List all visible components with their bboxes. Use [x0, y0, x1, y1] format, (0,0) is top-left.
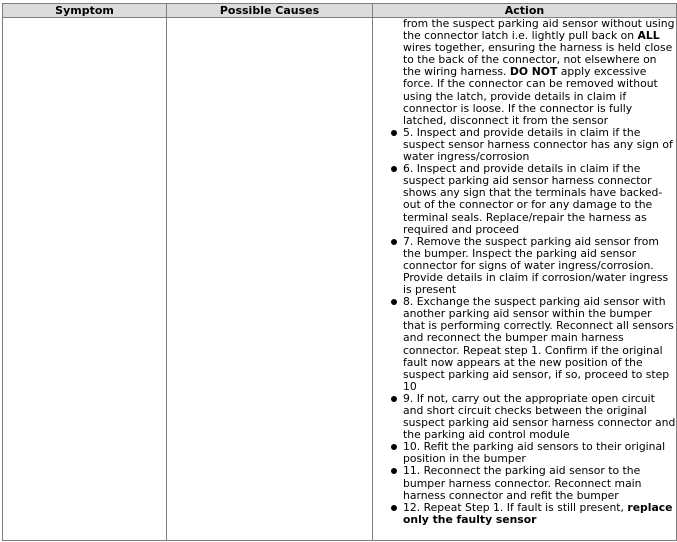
step-text: 7. Remove the suspect parking aid sensor from the bumper. Inspect the parking aid sensor connector for signs of water ingress/corrosion. Provide details in claim if corrosion/water ingress is present: [403, 234, 669, 297]
continuation-segment: from the suspect parking aid sensor without using the connector latch i.e. lightly pull back on: [403, 17, 675, 43]
continuation-segment: wires together, ensuring the harness is held close to the back of the connector, not elsewhere on the wiring harness.: [403, 41, 673, 79]
header-possible-causes: Possible Causes: [167, 4, 373, 18]
action-steps-list: [373, 127, 676, 526]
step-text: 11. Reconnect the parking aid sensor to the bumper harness connector. Reconnect main harness connector and refit the bumper: [403, 464, 642, 502]
list-item: [373, 441, 676, 465]
list-item: [373, 236, 676, 296]
header-row: [3, 4, 677, 18]
step-text-bold: replace only the faulty sensor: [403, 500, 673, 526]
list-item: [373, 296, 676, 393]
header-symptom: Symptom: [3, 4, 167, 18]
list-item: [373, 127, 676, 163]
continuation-segment: apply excessive force. If the connector can be removed without using the latch, provide details in claim if connector is loose. If the connector is fully latched, disconnect it from the sensor: [403, 65, 658, 127]
step-text: 5. Inspect and provide details in claim if the suspect sensor harness connector has any sign of water ingress/corrosion: [403, 125, 673, 164]
list-item: [373, 163, 676, 236]
continuation-segment-bold: DO NOT: [509, 65, 558, 79]
possible-causes-cell: [167, 18, 373, 541]
header-action: Action: [373, 4, 677, 18]
list-item: [373, 465, 676, 501]
symptom-cell: [3, 18, 167, 541]
action-cell: [373, 18, 677, 541]
table-row: [3, 18, 677, 541]
continuation-segment-bold: ALL: [637, 29, 660, 43]
step-text: 8. Exchange the suspect parking aid sensor with another parking aid sensor within the bumper that is performing correctly. Reconnect all sensors and reconnect the bumper main harness connector. Repeat step 1. Confirm if the original fault now appears at the new position of the suspect parking aid sensor, if so, proceed to step 10: [403, 295, 674, 393]
step-text: 6. Inspect and provide details in claim if the suspect parking aid sensor harness connector shows any sign that the terminals have backed-out of the connector or for any damage to the terminal seals. Replace/repair the harness as required and proceed: [403, 162, 663, 236]
diagnostic-table: [2, 3, 677, 541]
step-text: 9. If not, carry out the appropriate open circuit and short circuit checks between the original suspect parking aid sensor harness connector and the parking aid control module: [403, 391, 676, 442]
step-text: 10. Refit the parking aid sensors to their original position in the bumper: [403, 440, 666, 466]
list-item: [373, 393, 676, 441]
list-item: [373, 502, 676, 526]
step-text: 12. Repeat Step 1. If fault is still present,: [403, 500, 628, 514]
action-continuation-text: [373, 18, 676, 127]
